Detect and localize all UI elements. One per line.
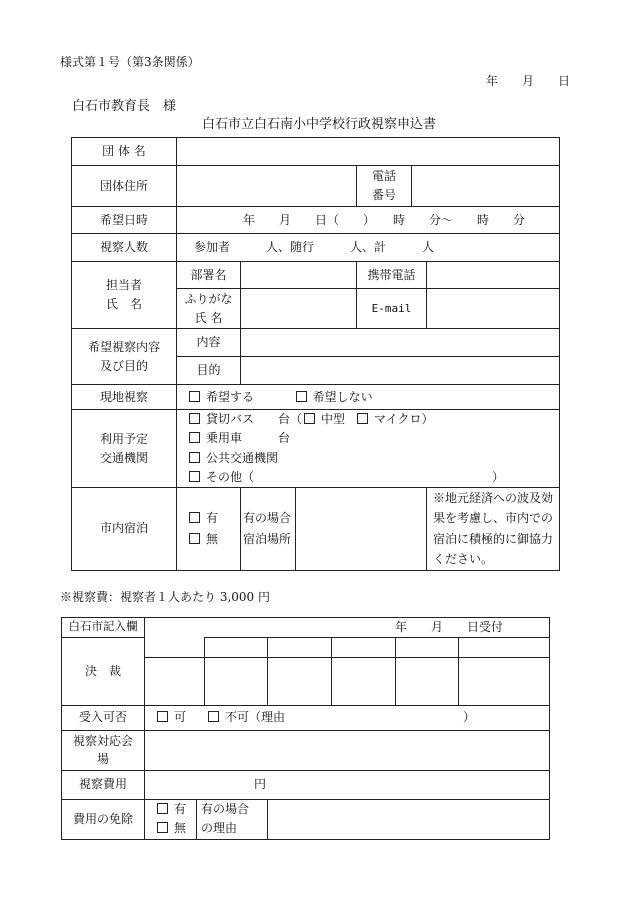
no-wish-label: 希望しない	[312, 389, 373, 404]
ng-checkbox[interactable]	[208, 711, 219, 722]
wish-label: 希望する	[206, 389, 255, 404]
name-field[interactable]	[241, 289, 357, 329]
ng-label: 不可（理由	[225, 710, 286, 725]
department-field[interactable]	[241, 262, 357, 289]
exemption-yes-checkbox[interactable]	[157, 803, 168, 814]
email-field[interactable]	[427, 289, 560, 329]
exemption-yes-label: 有	[174, 801, 187, 816]
group-address-field[interactable]	[177, 166, 357, 207]
decision-stamp-3[interactable]	[268, 657, 332, 705]
decision-stamp-6[interactable]	[459, 657, 550, 705]
wish-checkbox[interactable]	[189, 391, 200, 402]
decision-stamp-4-head	[332, 637, 396, 657]
email-label: E-mail	[357, 289, 427, 329]
content-label: 内容	[177, 329, 241, 357]
visitors-field[interactable]: 参加者 人、随行 人、計 人	[177, 234, 560, 262]
exemption-no-label: 無	[174, 821, 187, 836]
mid-bus-checkbox[interactable]	[304, 413, 315, 424]
ng-close: ）	[463, 710, 476, 725]
lodging-yes-label: 有	[206, 510, 219, 525]
ok-checkbox[interactable]	[157, 711, 168, 722]
other-transport-checkbox[interactable]	[189, 471, 200, 482]
lodging-note: ※地元経済への波及効果を考慮し、市内での宿泊に積極的に御協力ください。	[427, 488, 560, 571]
exemption-label: 費用の免除	[62, 799, 145, 839]
purpose-field[interactable]	[241, 357, 560, 385]
mobile-field[interactable]	[427, 262, 560, 289]
application-table	[71, 137, 560, 571]
no-wish-checkbox[interactable]	[296, 391, 307, 402]
decision-stamp-2-head	[205, 637, 268, 657]
lodging-options	[177, 488, 241, 571]
other-transport-close: ）	[492, 469, 505, 484]
purpose-sub-label: 目的	[177, 357, 241, 385]
acceptance-options	[145, 705, 550, 730]
cost-field[interactable]: 円	[145, 770, 550, 799]
lodging-place-label: 有の場合 宿泊場所	[241, 488, 296, 571]
micro-bus-label: マイクロ）	[374, 412, 434, 427]
date-line: 年 月 日	[486, 74, 571, 88]
transport-label: 利用予定 交通機関	[72, 410, 177, 488]
received-date: 年 月 日受付	[145, 618, 550, 638]
content-field[interactable]	[241, 329, 560, 357]
cost-label: 視察費用	[62, 770, 145, 799]
decision-stamp-5-head	[396, 637, 459, 657]
decision-stamp-4[interactable]	[332, 657, 396, 705]
micro-bus-checkbox[interactable]	[357, 413, 368, 424]
exemption-no-checkbox[interactable]	[157, 822, 168, 833]
group-name-field[interactable]	[177, 138, 560, 166]
contact-person-label: 担当者 氏 名	[72, 262, 177, 329]
exemption-reason-field[interactable]	[268, 799, 550, 839]
decision-stamp-3-head	[268, 637, 332, 657]
decision-label: 決 裁	[62, 637, 145, 705]
fee-note: ※視察費：視察者１人あたり 3,000 円	[60, 590, 270, 604]
transport-options	[177, 410, 560, 488]
site-visit-options	[177, 385, 560, 410]
exemption-reason-label: 有の場合 の理由	[197, 799, 268, 839]
decision-stamp-5[interactable]	[396, 657, 459, 705]
lodging-yes-checkbox[interactable]	[189, 512, 200, 523]
public-transport-checkbox[interactable]	[189, 452, 200, 463]
group-address-label: 団体住所	[72, 166, 177, 207]
form-number: 様式第１号（第3条関係）	[60, 55, 200, 69]
site-visit-label: 現地視察	[72, 385, 177, 410]
other-transport-label: その他（	[206, 469, 255, 484]
venue-field[interactable]	[145, 730, 550, 770]
phone-field[interactable]	[412, 166, 560, 207]
charter-bus-label: 貸切バス 台（	[206, 412, 303, 427]
lodging-label: 市内宿泊	[72, 488, 177, 571]
purpose-label: 希望視察内容 及び目的	[72, 329, 177, 385]
lodging-no-checkbox[interactable]	[189, 533, 200, 544]
ok-label: 可	[174, 710, 187, 725]
phone-label: 電話 番号	[357, 166, 412, 207]
decision-stamp-6-head	[459, 637, 550, 657]
venue-label: 視察対応会 場	[62, 730, 145, 770]
decision-stamp-1[interactable]	[145, 657, 205, 705]
lodging-no-label: 無	[206, 531, 219, 546]
exemption-options	[145, 799, 197, 839]
mid-bus-label: 中型	[321, 412, 346, 427]
datetime-field[interactable]: 年 月 日（ ） 時 分～ 時 分	[177, 207, 560, 234]
decision-stamp-2[interactable]	[205, 657, 268, 705]
desired-datetime-label: 希望日時	[72, 207, 177, 234]
car-label: 乗用車 台	[206, 431, 291, 446]
office-header: 白石市記入欄	[62, 618, 145, 638]
acceptance-label: 受入可否	[62, 705, 145, 730]
car-checkbox[interactable]	[189, 432, 200, 443]
public-transport-label: 公共交通機関	[206, 450, 279, 465]
decision-stamp-1-head	[145, 637, 205, 657]
form-title: 白石市立白石南小中学校行政視察申込書	[202, 117, 437, 132]
lodging-place-field[interactable]	[296, 488, 427, 571]
furigana-label: ふりがな 氏 名	[177, 289, 241, 329]
office-use-table	[61, 617, 550, 840]
visitors-label: 視察人数	[72, 234, 177, 262]
mobile-label: 携帯電話	[357, 262, 427, 289]
charter-bus-checkbox[interactable]	[189, 413, 200, 424]
addressee: 白石市教育長 様	[72, 99, 177, 114]
group-name-label: 団 体 名	[72, 138, 177, 166]
department-label: 部署名	[177, 262, 241, 289]
